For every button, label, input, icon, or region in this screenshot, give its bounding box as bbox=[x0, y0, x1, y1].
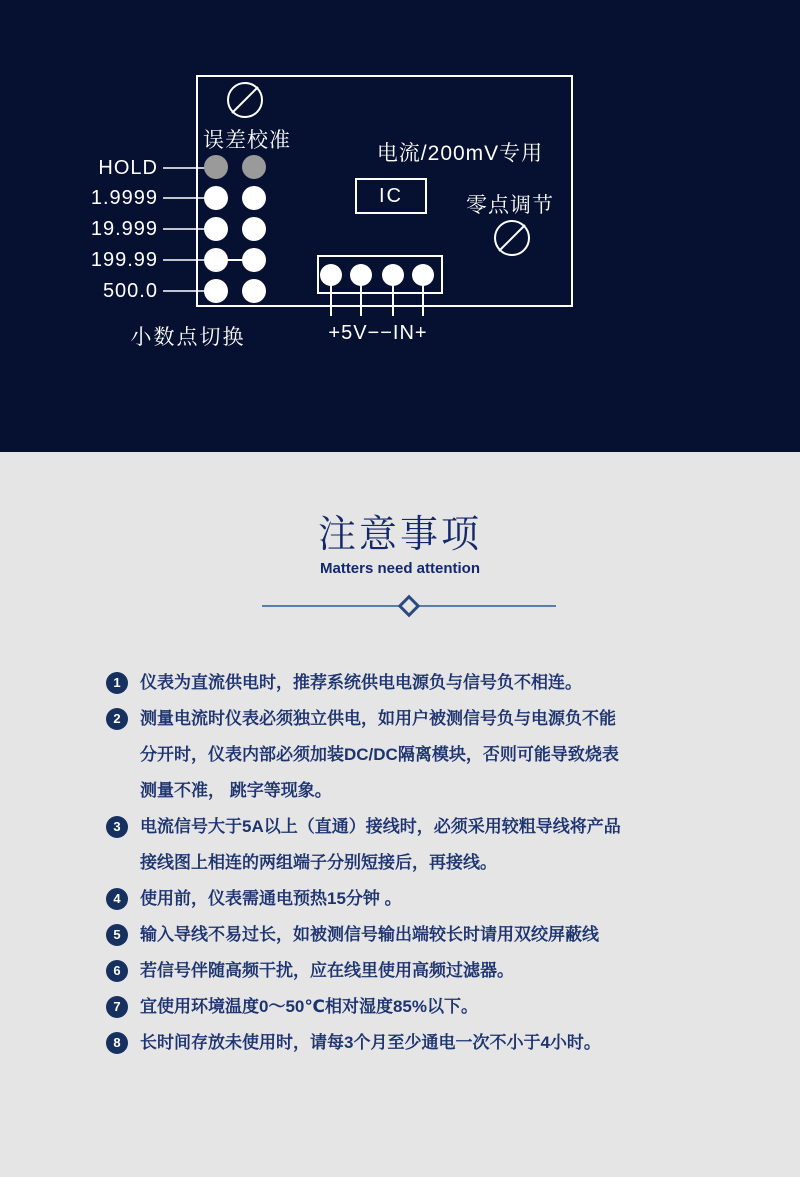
notice-item bbox=[106, 953, 636, 989]
jumper-pad bbox=[242, 217, 266, 241]
item-text: 宜使用环境温度0～50℃相对湿度85%以下。 bbox=[140, 997, 478, 1016]
item-number-badge: 3 bbox=[106, 816, 128, 838]
jumper-pad bbox=[242, 186, 266, 210]
notice-subtitle: Matters need attention bbox=[319, 560, 481, 577]
terminal-pad bbox=[382, 264, 404, 286]
jumper-pad bbox=[204, 217, 228, 241]
item-text: 测量电流时仪表必须独立供电，如用户被测信号负与电源负不能分开时，仪表内部必须加装DC/DC隔离模块，否则可能导致烧表测量不准， 跳字等现象。 bbox=[140, 709, 619, 800]
range-label-hold: HOLD bbox=[98, 157, 158, 179]
item-number-badge: 8 bbox=[106, 1032, 128, 1054]
wiring-diagram-section bbox=[0, 0, 800, 452]
jumper-pad-hold bbox=[242, 155, 266, 179]
notice-item bbox=[106, 989, 636, 1025]
jumper-pad bbox=[242, 279, 266, 303]
notice-item bbox=[106, 881, 636, 917]
terminal-pad bbox=[412, 264, 434, 286]
item-text: 仪表为直流供电时，推荐系统供电电源负与信号负不相连。 bbox=[140, 673, 582, 692]
notice-item bbox=[106, 1025, 636, 1061]
dedicated-use-label: 电流/200mV专用 bbox=[376, 142, 544, 165]
notice-item bbox=[106, 701, 636, 809]
decimal-switch-label: 小数点切换 bbox=[130, 326, 246, 349]
notice-item bbox=[106, 917, 636, 953]
error-calibration-label: 误差校准 bbox=[203, 129, 291, 152]
screw-icon-error-calibration bbox=[225, 80, 265, 120]
notice-item bbox=[106, 665, 636, 701]
item-text: 使用前，仪表需通电预热15分钟 。 bbox=[140, 889, 402, 908]
jumper-pad bbox=[204, 186, 228, 210]
divider bbox=[262, 594, 556, 618]
notice-title: 注意事项 bbox=[317, 514, 482, 556]
item-text: 若信号伴随高频干扰，应在线里使用高频过滤器。 bbox=[140, 961, 514, 980]
item-number-badge: 1 bbox=[106, 672, 128, 694]
zero-adjust-label: 零点调节 bbox=[466, 194, 554, 217]
item-number-badge: 2 bbox=[106, 708, 128, 730]
terminal-pins-label: +5V−−IN+ bbox=[328, 322, 428, 344]
range-label-500-0: 500.0 bbox=[102, 280, 158, 302]
jumper-bridge-199-99 bbox=[216, 259, 254, 261]
jumper-pad bbox=[204, 279, 228, 303]
item-text: 长时间存放未使用时，请每3个月至少通电一次不小于4小时。 bbox=[140, 1033, 601, 1052]
jumper-pad-hold bbox=[204, 155, 228, 179]
item-number-badge: 7 bbox=[106, 996, 128, 1018]
item-number-badge: 5 bbox=[106, 924, 128, 946]
terminal-pad bbox=[350, 264, 372, 286]
range-label-19-999: 19.999 bbox=[90, 218, 158, 240]
screw-icon-zero-adjust bbox=[492, 218, 532, 258]
ic-chip: IC bbox=[355, 178, 427, 214]
item-text: 输入导线不易过长，如被测信号输出端较长时请用双绞屏蔽线 bbox=[140, 925, 599, 944]
item-number-badge: 4 bbox=[106, 888, 128, 910]
divider-line bbox=[417, 605, 556, 607]
range-label-199-99: 199.99 bbox=[90, 249, 158, 271]
diamond-icon bbox=[398, 595, 421, 618]
notice-list bbox=[106, 665, 636, 1061]
notice-item bbox=[106, 809, 636, 881]
divider-line bbox=[262, 605, 401, 607]
terminal-pad bbox=[320, 264, 342, 286]
item-text: 电流信号大于5A以上（直通）接线时，必须采用较粗导线将产品接线图上相连的两组端子分别短接后，再接线。 bbox=[140, 817, 621, 872]
range-label-1-9999: 1.9999 bbox=[90, 187, 158, 209]
item-number-badge: 6 bbox=[106, 960, 128, 982]
